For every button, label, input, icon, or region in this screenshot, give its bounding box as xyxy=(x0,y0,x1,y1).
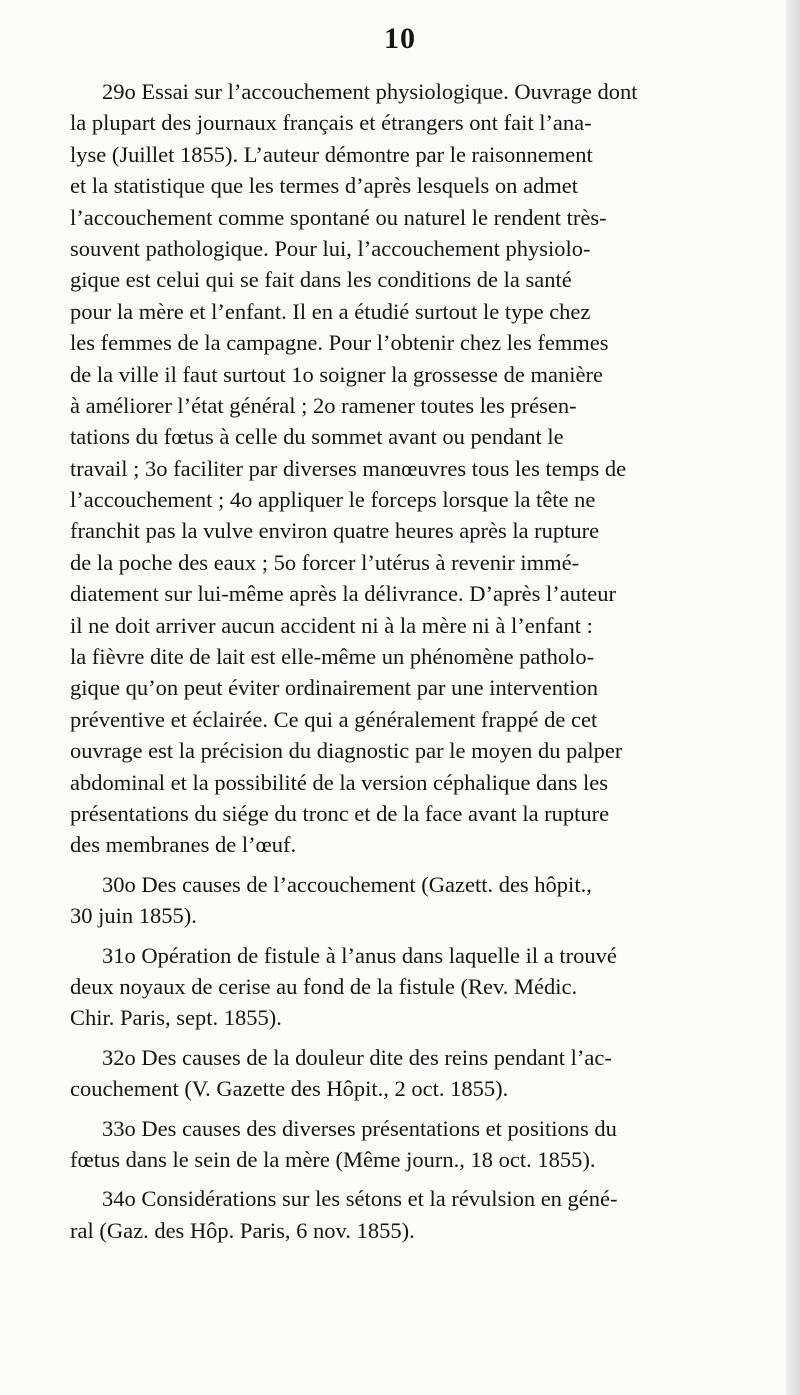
text-line: fœtus dans le sein de la mère (Même journ., 18 oct. 1855). xyxy=(70,1146,596,1172)
text-line: des membranes de l’œuf. xyxy=(70,832,297,858)
text-line: 32o Des causes de la douleur dite des reins pendant l’ac- xyxy=(102,1044,612,1070)
text-line: couchement (V. Gazette des Hôpit., 2 oct. 1855). xyxy=(70,1076,509,1102)
paragraph-gap xyxy=(70,861,760,869)
text-line: l’accouchement comme spontané ou naturel le rendent très- xyxy=(70,204,607,230)
text-line: souvent pathologique. Pour lui, l’accouchement physiolo- xyxy=(70,235,591,261)
text-line: lyse (Juillet 1855). L’auteur démontre par le raisonnement xyxy=(70,141,593,167)
text-line: l’accouchement ; 4o appliquer le forceps lorsque la tête ne xyxy=(70,487,596,513)
text-line: gique est celui qui se fait dans les conditions de la santé xyxy=(70,267,572,293)
entry-32 xyxy=(70,1042,760,1105)
text-line: 34o Considérations sur les sétons et la révulsion en géné- xyxy=(102,1186,618,1212)
text-line: présentations du siége du tronc et de la face avant la rupture xyxy=(70,800,610,826)
page-edge-shadow xyxy=(786,0,800,1395)
text-line: ouvrage est la précision du diagnostic par le moyen du palper xyxy=(70,738,623,764)
text-line: à améliorer l’état général ; 2o ramener toutes les présen- xyxy=(70,392,577,418)
entry-34 xyxy=(70,1183,760,1246)
entry-30 xyxy=(70,869,760,932)
paragraph-gap xyxy=(70,1175,760,1183)
text-line: diatement sur lui-même après la délivrance. D’après l’auteur xyxy=(70,581,617,607)
text-line: il ne doit arriver aucun accident ni à la mère ni à l’enfant : xyxy=(70,612,593,638)
text-line: ral (Gaz. des Hôp. Paris, 6 nov. 1855). xyxy=(70,1217,415,1243)
page-text xyxy=(70,76,760,1246)
text-line: 30o Des causes de l’accouchement (Gazett. des hôpit., xyxy=(102,871,592,897)
paragraph-gap xyxy=(70,1105,760,1113)
entry-31 xyxy=(70,940,760,1034)
paragraph-gap xyxy=(70,932,760,940)
text-line: 30 juin 1855). xyxy=(70,903,197,929)
text-line: de la ville il faut surtout 1o soigner la grossesse de manière xyxy=(70,361,603,387)
entry-33 xyxy=(70,1113,760,1176)
text-line: préventive et éclairée. Ce qui a généralement frappé de cet xyxy=(70,706,598,732)
text-line: pour la mère et l’enfant. Il en a étudié surtout le type chez xyxy=(70,298,591,324)
text-line: la fièvre dite de lait est elle-même un phénomène patholo- xyxy=(70,644,595,670)
text-line: les femmes de la campagne. Pour l’obtenir chez les femmes xyxy=(70,330,609,356)
text-line: 31o Opération de fistule à l’anus dans laquelle il a trouvé xyxy=(102,942,617,968)
paragraph-gap xyxy=(70,1034,760,1042)
page-number: 10 xyxy=(384,22,416,55)
text-line: la plupart des journaux français et étrangers ont fait l’ana- xyxy=(70,110,592,136)
text-line: travail ; 3o faciliter par diverses manœuvres tous les temps de xyxy=(70,455,627,481)
entry-29 xyxy=(70,76,760,861)
text-line: franchit pas la vulve environ quatre heures après la rupture xyxy=(70,518,600,544)
text-line: tations du fœtus à celle du sommet avant ou pendant le xyxy=(70,424,564,450)
text-line: 33o Des causes des diverses présentations et positions du xyxy=(102,1115,617,1141)
text-line: et la statistique que les termes d’après lesquels on admet xyxy=(70,173,578,199)
text-line: 29o Essai sur l’accouchement physiologique. Ouvrage dont xyxy=(102,79,638,104)
text-line: abdominal et la possibilité de la version céphalique dans les xyxy=(70,769,608,795)
text-line: deux noyaux de cerise au fond de la fistule (Rev. Médic. xyxy=(70,973,578,999)
text-line: de la poche des eaux ; 5o forcer l’utérus à revenir immé- xyxy=(70,549,580,575)
text-line: Chir. Paris, sept. 1855). xyxy=(70,1005,282,1031)
text-line: gique qu’on peut éviter ordinairement par une intervention xyxy=(70,675,598,701)
